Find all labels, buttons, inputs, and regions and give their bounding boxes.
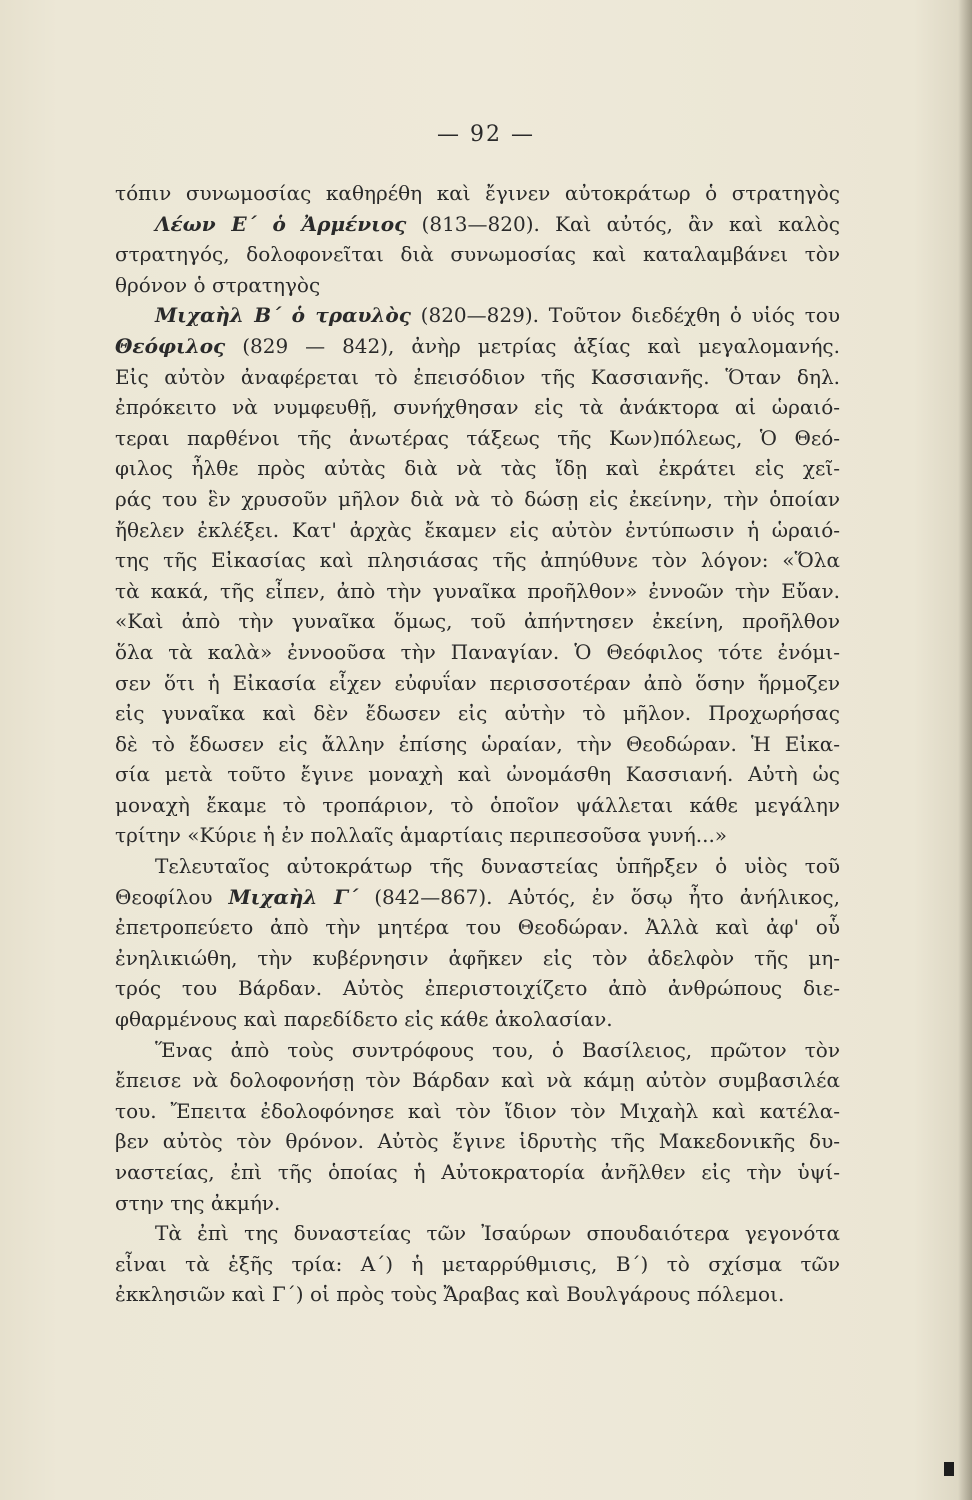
line-text: στην της ἀκμήν. xyxy=(115,1190,281,1215)
text-line xyxy=(115,1157,840,1188)
line-text: ὅλα τὰ καλὰ» ἐννοοῦσα τὴν Παναγίαν. Ὁ Θεόφιλος τότε ἐνόμι- xyxy=(115,639,840,664)
line-text: Τὰ ἐπὶ της δυναστείας τῶν Ἰσαύρων σπουδαιότερα γεγονότα xyxy=(155,1221,840,1246)
page-edge-shadow xyxy=(958,0,972,1500)
line-text: τεραι παρθένοι τῆς ἀνωτέρας τάξεως τῆς Κων)πόλεως, Ὁ Θεό- xyxy=(115,425,840,450)
text-line xyxy=(115,729,840,760)
line-text: ἐνηλικιώθη, τὴν κυβέρνησιν ἀφῆκεν εἰς τὸν ἀδελφὸν τῆς μη- xyxy=(115,945,840,970)
line-text: θρόνον ὁ στρατηγὸς xyxy=(115,272,321,297)
emphasized-name: Μιχαὴλ Β΄ ὁ τραυλὸς xyxy=(155,303,411,328)
text-line xyxy=(115,820,840,851)
text-line xyxy=(115,882,840,913)
text-line xyxy=(115,1126,840,1157)
line-text: τρίτην «Κύριε ἡ ἐν πολλαῖς ἁμαρτίαις περιπεσοῦσα γυνή...» xyxy=(115,823,728,848)
text-line xyxy=(115,239,840,270)
line-text: (813—820). Καὶ αὐτός, ἂν καὶ καλὸς xyxy=(406,211,840,236)
line-text: σεν ὅτι ἡ Εἰκασία εἶχεν εὐφυΐαν περισσοτέραν ἀπὸ ὅσην ἥρμοζεν xyxy=(115,670,840,695)
text-line xyxy=(115,790,840,821)
line-text: φθαρμένους καὶ παρεδίδετο εἰς κάθε ἀκολασίαν. xyxy=(115,1007,613,1032)
line-text: (820—829). Τοῦτον διεδέχθη ὁ υἱός του xyxy=(410,303,840,328)
emphasized-name: Μιχαὴλ Γ΄ xyxy=(228,884,359,909)
line-text: ἔπεισε νὰ δολοφονήσῃ τὸν Βάρδαν καὶ νὰ κάμῃ αὐτὸν συμβασιλέα xyxy=(115,1068,840,1093)
text-line xyxy=(115,973,840,1004)
text-line xyxy=(115,300,840,331)
text-line xyxy=(115,851,840,882)
line-text: του. Ἔπειτα ἐδολοφόνησε καὶ τὸν ἴδιον τὸν Μιχαὴλ καὶ κατέλα- xyxy=(115,1098,840,1123)
text-line xyxy=(115,1004,840,1035)
line-text: Ἕνας ἀπὸ τοὺς συντρόφους του, ὁ Βασίλειος, πρῶτον τὸν xyxy=(155,1037,840,1062)
line-text: ναστείας, ἐπὶ τῆς ὁποίας ἡ Αὐτοκρατορία ἀνῆλθεν εἰς τὴν ὑψί- xyxy=(115,1160,840,1184)
text-line xyxy=(115,423,840,454)
emphasized-name: Θεόφιλος xyxy=(115,333,226,358)
text-line xyxy=(115,270,840,301)
body-text xyxy=(115,178,840,1310)
text-line xyxy=(115,362,840,393)
text-line xyxy=(115,178,840,209)
text-line xyxy=(115,484,840,515)
line-text: βεν αὐτὸς τὸν θρόνον. Αὐτὸς ἔγινε ἱδρυτὴς τῆς Μακεδονικῆς δυ- xyxy=(115,1129,840,1154)
line-text: ράς του ἓν χρυσοῦν μῆλον διὰ νὰ τὸ δώσῃ εἰς ἐκείνην, τὴν ὁποίαν xyxy=(115,486,840,511)
text-line xyxy=(115,668,840,699)
text-line xyxy=(115,515,840,546)
line-text: «Καὶ ἀπὸ τὴν γυναῖκα ὅμως, τοῦ ἀπήντησεν ἐκείνη, προῆλθον xyxy=(115,609,840,634)
line-text: (829 — 842), ἀνὴρ μετρίας ἀξίας καὶ μεγαλομανής. xyxy=(225,333,840,358)
text-line xyxy=(115,1096,840,1127)
line-text: στρατηγός, δολοφονεῖται διὰ συνωμοσίας καὶ καταλαμβάνει τὸν xyxy=(115,242,840,267)
text-line xyxy=(115,698,840,729)
line-text: Τελευταῖος αὐτοκράτωρ τῆς δυναστείας ὑπῆρξεν ὁ υἱὸς τοῦ xyxy=(155,854,840,879)
line-text: ἤθελεν ἐκλέξει. Κατ' ἀρχὰς ἔκαμεν εἰς αὐτὸν ἐντύπωσιν ἡ ὡραιό- xyxy=(115,517,840,542)
text-line xyxy=(115,1188,840,1219)
text-line xyxy=(115,1249,840,1280)
line-text: ἐκκλησιῶν καὶ Γ΄) οἱ πρὸς τοὺς Ἄραβας καὶ Βουλγάρους πόλεμοι. xyxy=(115,1282,785,1307)
line-text: ἐπετροπεύετο ἀπὸ τὴν μητέρα του Θεοδώραν. Ἀλλὰ καὶ ἀφ' οὗ xyxy=(115,915,840,940)
line-text: της τῆς Εἰκασίας καὶ πλησιάσας τῆς ἀπηύθυνε τὸν λόγον: «Ὅλα xyxy=(115,548,840,573)
text-line xyxy=(115,912,840,943)
line-text: Θεοφίλου xyxy=(115,884,229,909)
text-line xyxy=(115,576,840,607)
line-text: Εἰς αὐτὸν ἀναφέρεται τὸ ἐπεισόδιον τῆς Κασσιανῆς. Ὅταν δηλ. xyxy=(115,364,840,389)
text-line xyxy=(115,453,840,484)
emphasized-name: Λέων Ε΄ ὁ Ἀρμένιος xyxy=(155,211,407,236)
page-number: — 92 — xyxy=(437,122,535,147)
text-line xyxy=(115,209,840,240)
line-text: δὲ τὸ ἔδωσεν εἰς ἄλλην ἐπίσης ὡραίαν, τὴν Θεοδώραν. Ἡ Εἰκα- xyxy=(115,731,840,756)
line-text: μοναχὴ ἔκαμε τὸ τροπάριον, τὸ ὁποῖον ψάλλεται κάθε μεγάλην xyxy=(115,792,840,817)
line-text: τὰ κακά, τῆς εἶπεν, ἀπὸ τὴν γυναῖκα προῆλθον» ἐννοῶν τὴν Εὔαν. xyxy=(115,578,840,603)
line-text: εἰς γυναῖκα καὶ δὲν ἔδωσεν εἰς αὐτὴν τὸ μῆλον. Προχωρήσας xyxy=(115,701,840,726)
line-text: εἶναι τὰ ἑξῆς τρία: Α΄) ἡ μεταρρύθμισις, Β΄) τὸ σχίσμα τῶν xyxy=(115,1251,840,1276)
scan-mark xyxy=(944,1462,954,1476)
line-text: (842—867). Αὐτός, ἐν ὅσῳ ἦτο ἀνήλικος, xyxy=(358,884,840,909)
text-line xyxy=(115,392,840,423)
text-line xyxy=(115,1065,840,1096)
text-line xyxy=(115,331,840,362)
text-line xyxy=(115,1035,840,1066)
text-line xyxy=(115,759,840,790)
line-text: σία μετὰ τοῦτο ἔγινε μοναχὴ καὶ ὠνομάσθη Κασσιανή. Αὐτὴ ὡς xyxy=(115,762,840,787)
text-line xyxy=(115,545,840,576)
text-line xyxy=(115,637,840,668)
line-text: ἐπρόκειτο νὰ νυμφευθῇ, συνήχθησαν εἰς τὰ ἀνάκτορα αἱ ὡραιό- xyxy=(115,395,840,420)
text-line xyxy=(115,1218,840,1249)
text-line xyxy=(115,606,840,637)
text-line xyxy=(115,943,840,974)
line-text: τρός του Βάρδαν. Αὐτὸς ἐπεριστοιχίζετο ἀπὸ ἀνθρώπους διε- xyxy=(115,976,840,1001)
line-text: φιλος ἦλθε πρὸς αὐτὰς διὰ νὰ τὰς ἴδῃ καὶ ἐκράτει εἰς χεῖ- xyxy=(115,456,840,481)
line-text: τόπιν συνωμοσίας καθηρέθη καὶ ἔγινεν αὐτοκράτωρ ὁ στρατηγὸς xyxy=(115,181,840,205)
text-line xyxy=(115,1279,840,1310)
